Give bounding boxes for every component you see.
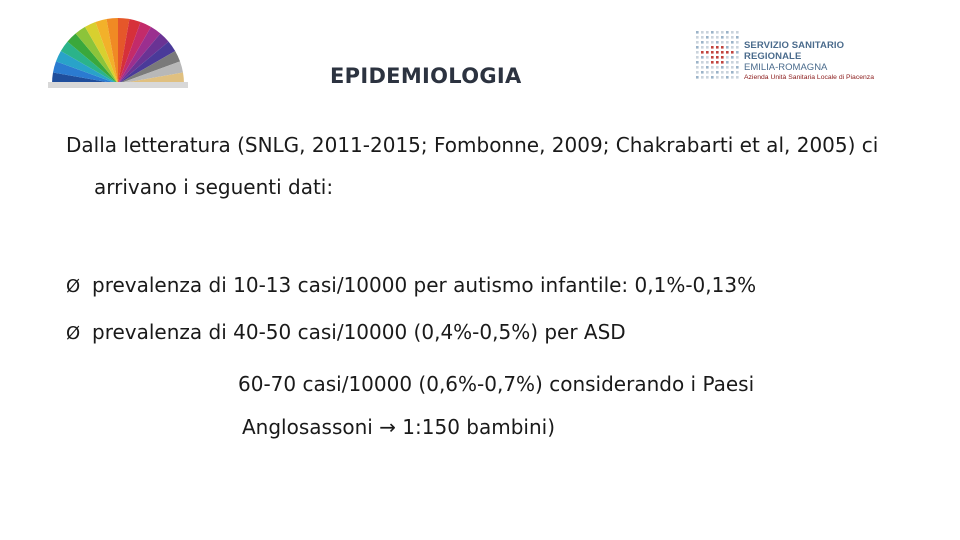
arrow-bullet-icon: Ø <box>66 323 81 344</box>
logo-dot <box>716 41 719 44</box>
logo-dot <box>726 46 729 49</box>
logo-dot <box>706 36 709 39</box>
logo-dot <box>696 51 699 54</box>
logo-dot <box>721 51 724 54</box>
logo-dot <box>716 31 719 34</box>
ssr-logo <box>694 30 904 80</box>
logo-dot <box>701 66 704 69</box>
logo-dot <box>726 51 729 54</box>
page-title: EPIDEMIOLOGIA <box>330 64 522 88</box>
logo-dot <box>731 41 734 44</box>
continuation-line-2: Anglosassoni → 1:150 bambini) <box>242 415 556 439</box>
logo-dot <box>731 51 734 54</box>
logo-dot <box>721 36 724 39</box>
logo-dot <box>721 61 724 64</box>
logo-dot <box>706 56 709 59</box>
bullet-text: prevalenza di 10-13 casi/10000 per autismo infantile: 0,1%-0,13% <box>92 273 757 297</box>
logo-dot <box>731 76 734 79</box>
logo-dot <box>696 46 699 49</box>
logo-dot <box>731 56 734 59</box>
logo-dot <box>706 46 709 49</box>
logo-dot <box>716 46 719 49</box>
logo-dot <box>701 51 704 54</box>
logo-dot <box>731 66 734 69</box>
logo-dot <box>701 56 704 59</box>
logo-dot <box>716 61 719 64</box>
bullet-item <box>66 273 756 297</box>
logo-dot <box>716 71 719 74</box>
logo-dot <box>726 71 729 74</box>
logo-dot <box>706 76 709 79</box>
logo-dot <box>736 61 739 64</box>
logo-dot <box>706 66 709 69</box>
bullet-item <box>66 320 626 344</box>
logo-dot <box>696 36 699 39</box>
logo-dot <box>696 61 699 64</box>
logo-dot <box>736 66 739 69</box>
logo-dot <box>696 76 699 79</box>
logo-dot <box>711 46 714 49</box>
logo-dot <box>716 76 719 79</box>
logo-dot <box>726 41 729 44</box>
continuation-line-1: 60-70 casi/10000 (0,6%-0,7%) considerando i Paesi <box>238 372 755 396</box>
logo-dot <box>731 31 734 34</box>
logo-dot <box>696 41 699 44</box>
logo-dot <box>721 66 724 69</box>
logo-dot <box>706 61 709 64</box>
logo-dot <box>726 31 729 34</box>
logo-dot <box>716 51 719 54</box>
logo-dot <box>701 31 704 34</box>
logo-dot <box>736 71 739 74</box>
arrow-bullet-icon: Ø <box>66 276 81 297</box>
logo-dot <box>711 66 714 69</box>
logo-dot <box>711 31 714 34</box>
logo-dot <box>726 61 729 64</box>
logo-dot <box>706 31 709 34</box>
logo-dot <box>706 71 709 74</box>
ssr-logo-line3: Azienda Unità Sanitaria Locale di Piacenza <box>744 74 874 81</box>
ssr-logo-text <box>744 40 904 83</box>
logo-dot <box>736 51 739 54</box>
logo-dot <box>696 66 699 69</box>
logo-dot <box>711 36 714 39</box>
logo-dot <box>736 41 739 44</box>
logo-dot <box>716 66 719 69</box>
logo-dot <box>721 71 724 74</box>
logo-dot <box>731 46 734 49</box>
logo-dot <box>736 76 739 79</box>
logo-dot <box>721 76 724 79</box>
logo-dot <box>701 71 704 74</box>
logo-dot <box>726 76 729 79</box>
logo-dot <box>711 51 714 54</box>
color-fan-logo <box>48 16 188 88</box>
ssr-logo-line2: EMILIA-ROMAGNA <box>744 62 828 73</box>
logo-dot <box>706 41 709 44</box>
ssr-logo-line1: SERVIZIO SANITARIO REGIONALE <box>744 40 845 62</box>
logo-dot <box>711 76 714 79</box>
logo-dot <box>701 61 704 64</box>
logo-dot <box>736 56 739 59</box>
logo-dot <box>726 36 729 39</box>
intro-line-2: arrivano i seguenti dati: <box>94 175 334 199</box>
logo-dot <box>711 41 714 44</box>
logo-dot <box>716 56 719 59</box>
logo-dot <box>721 56 724 59</box>
logo-dot <box>701 41 704 44</box>
logo-dot <box>726 66 729 69</box>
logo-dot <box>711 61 714 64</box>
logo-dot <box>701 36 704 39</box>
logo-dot <box>721 41 724 44</box>
logo-dot <box>696 31 699 34</box>
logo-dot <box>706 51 709 54</box>
logo-dot <box>731 36 734 39</box>
logo-dot <box>731 61 734 64</box>
logo-dot <box>736 36 739 39</box>
logo-dot <box>721 31 724 34</box>
logo-dot <box>731 71 734 74</box>
logo-dot <box>736 46 739 49</box>
logo-dot <box>726 56 729 59</box>
logo-dot <box>736 31 739 34</box>
logo-dot <box>711 56 714 59</box>
intro-line-1: Dalla letteratura (SNLG, 2011-2015; Fombonne, 2009; Chakrabarti et al, 2005) ci <box>66 133 879 157</box>
logo-dot <box>711 71 714 74</box>
logo-dot <box>716 36 719 39</box>
logo-dot <box>701 76 704 79</box>
logo-dot <box>696 56 699 59</box>
logo-dot <box>701 46 704 49</box>
dot-grid-icon <box>694 30 740 80</box>
logo-dot <box>721 46 724 49</box>
bullet-text: prevalenza di 40-50 casi/10000 (0,4%-0,5%) per ASD <box>92 320 626 344</box>
logo-dot <box>696 71 699 74</box>
